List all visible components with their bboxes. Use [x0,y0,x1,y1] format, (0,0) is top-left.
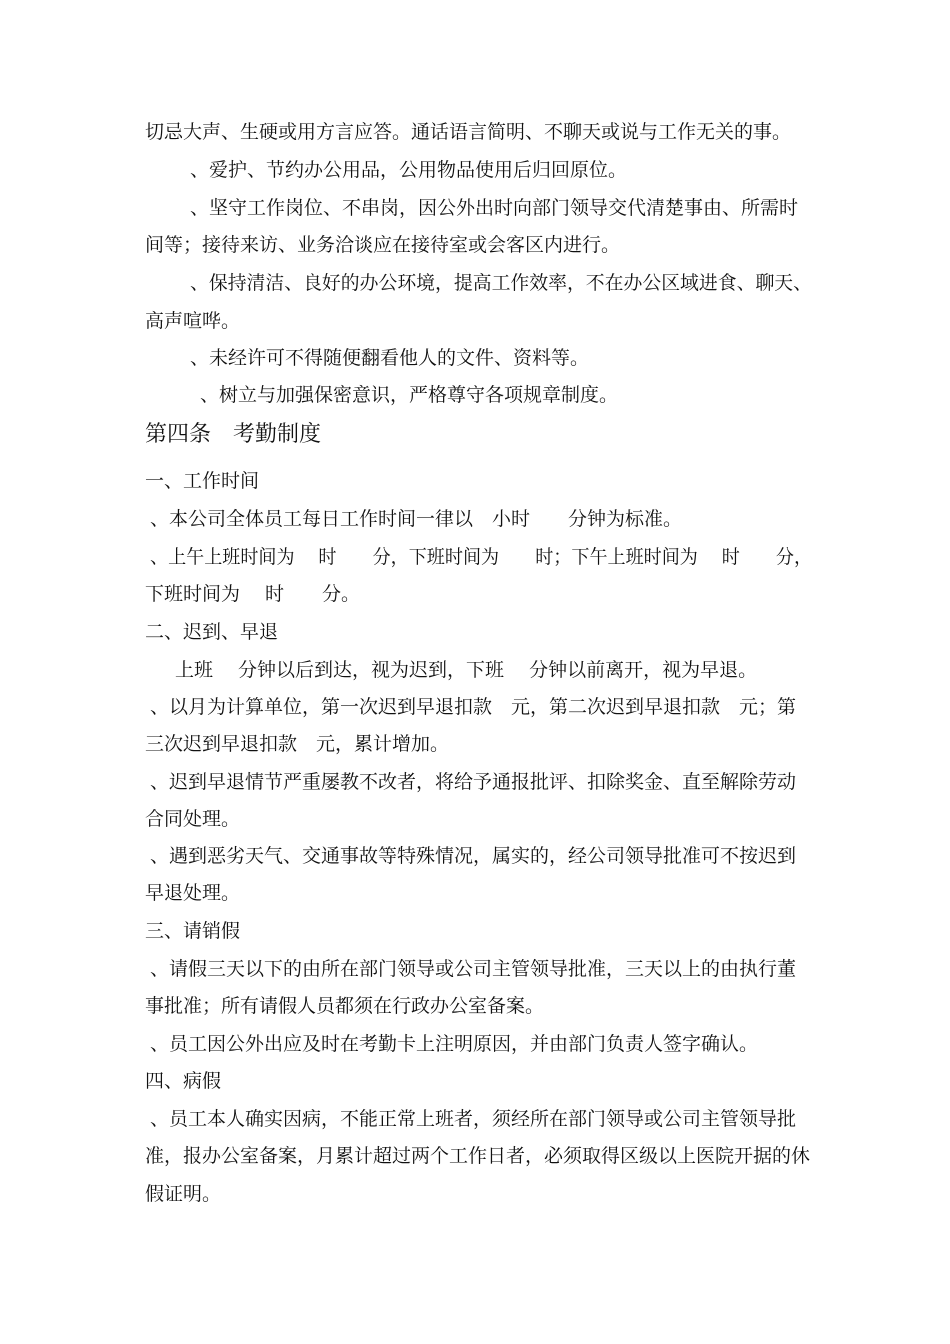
text-line: 事批准；所有请假人员都须在行政办公室备案。 [145,995,545,1017]
text-line: 、员工本人确实因病，不能正常上班者，须经所在部门领导或公司主管领导批 [150,1108,797,1130]
subsection-heading: 二、迟到、早退 [145,621,279,643]
text-line: 、本公司全体员工每日工作时间一律以 小时 分钟为标准。 [150,508,683,530]
text-line: 合同处理。 [145,808,241,830]
text-line: 、员工因公外出应及时在考勤卡上注明原因，并由部门负责人签字确认。 [150,1033,759,1055]
text-line: 早退处理。 [145,882,241,904]
text-line: 、迟到早退情节严重屡教不改者，将给予通报批评、扣除奖金、直至解除劳动 [150,771,797,793]
text-line: 三次迟到早退扣款 元，累计增加。 [145,733,450,755]
text-line: 下班时间为 时 分。 [145,583,361,605]
text-line: 准，报办公室备案，月累计超过两个工作日者，必须取得区级以上医院开据的休 [145,1145,811,1167]
text-line: 高声喧哗。 [145,310,241,332]
text-line: 间等；接待来访、业务洽谈应在接待室或会客区内进行。 [145,234,621,256]
text-line: 、未经许可不得随便翻看他人的文件、资料等。 [190,347,590,369]
text-line: 上班 分钟以后到达，视为迟到，下班 分钟以前离开，视为早退。 [175,659,758,681]
text-line: 、坚守工作岗位、不串岗，因公外出时向部门领导交代清楚事由、所需时 [190,197,799,219]
text-line: 、请假三天以下的由所在部门领导或公司主管领导批准，三天以上的由执行董 [150,958,797,980]
text-line: 切忌大声、生硬或用方言应答。通话语言简明、不聊天或说与工作无关的事。 [145,121,792,143]
text-line: 、树立与加强保密意识，严格尊守各项规章制度。 [200,384,619,406]
text-line: 、遇到恶劣天气、交通事故等特殊情况，属实的，经公司领导批准可不按迟到 [150,845,797,867]
text-line: 、以月为计算单位，第一次迟到早退扣款 元，第二次迟到早退扣款 元；第 [150,696,797,718]
section-heading: 第四条 考勤制度 [145,422,322,447]
text-line: 、上午上班时间为 时 分，下班时间为 时；下午上班时间为 时 分， [150,546,813,568]
subsection-heading: 一、工作时间 [145,470,260,492]
subsection-heading: 四、病假 [145,1070,222,1092]
text-line: 假证明。 [145,1183,222,1205]
text-line: 、爱护、节约办公用品，公用物品使用后归回原位。 [190,159,628,181]
subsection-heading: 三、请销假 [145,920,241,942]
text-line: 、保持清洁、良好的办公环境，提高工作效率，不在办公区域进食、聊天、 [190,272,812,294]
